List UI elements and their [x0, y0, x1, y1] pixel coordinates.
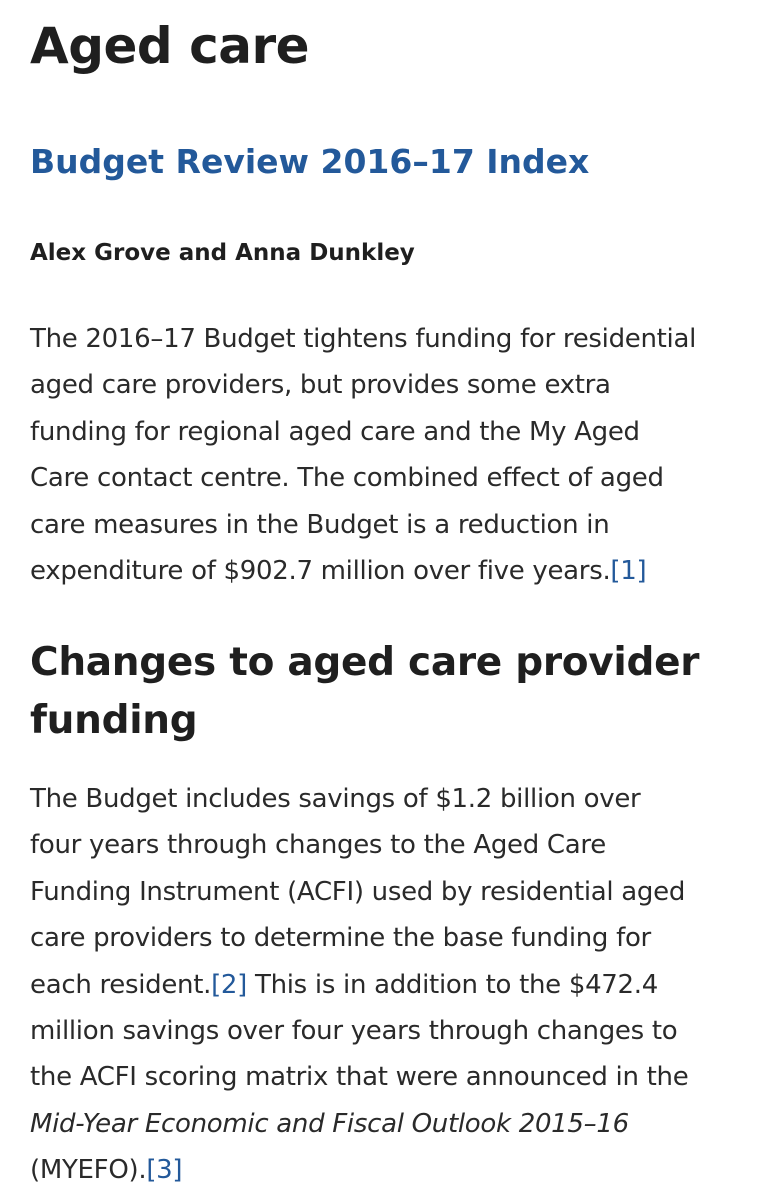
section-line-text: This is in addition to the $472.4: [247, 969, 658, 1000]
intro-line: Care contact centre. The combined effect of aged: [30, 463, 664, 494]
section-line-text: (MYEFO).: [30, 1155, 147, 1186]
section-line: Funding Instrument (ACFI) used by residential aged: [30, 876, 686, 907]
footnote-link-1[interactable]: [1]: [610, 556, 647, 587]
intro-paragraph: [30, 316, 745, 594]
section-line: the ACFI scoring matrix that were announced in the: [30, 1062, 689, 1093]
myefo-publication-title: Mid-Year Economic and Fiscal Outlook 2015–16: [30, 1108, 629, 1139]
section-line: care providers to determine the base funding for: [30, 923, 651, 954]
intro-line: aged care providers, but provides some extra: [30, 370, 611, 401]
author-byline: Alex Grove and Anna Dunkley: [30, 240, 415, 266]
intro-line: funding for regional aged care and the My Aged: [30, 416, 640, 447]
section-heading-line: funding: [30, 698, 198, 743]
section-heading: [30, 634, 699, 750]
intro-line-text: expenditure of $902.7 million over five years.: [30, 556, 611, 587]
footnote-link-3[interactable]: [3]: [146, 1155, 183, 1186]
intro-line: care measures in the Budget is a reduction in: [30, 509, 610, 540]
section-line-text: each resident.: [30, 969, 212, 1000]
intro-line: The 2016–17 Budget tightens funding for residential: [30, 324, 697, 354]
intro-line-last: [30, 548, 745, 594]
budget-review-index-link[interactable]: Budget Review 2016–17 Index: [30, 142, 590, 181]
footnote-link-2[interactable]: [2]: [211, 969, 248, 1000]
section-line-with-footnote: [30, 962, 745, 1008]
section-paragraph: [30, 776, 745, 1194]
section-line: million savings over four years through changes to: [30, 1016, 678, 1047]
section-line: four years through changes to the Aged Care: [30, 830, 606, 861]
section-line: The Budget includes savings of $1.2 billion over: [30, 784, 641, 814]
section-heading-line: Changes to aged care provider: [30, 640, 700, 685]
section-line-last: [30, 1147, 745, 1193]
page-title: Aged care: [30, 17, 310, 75]
